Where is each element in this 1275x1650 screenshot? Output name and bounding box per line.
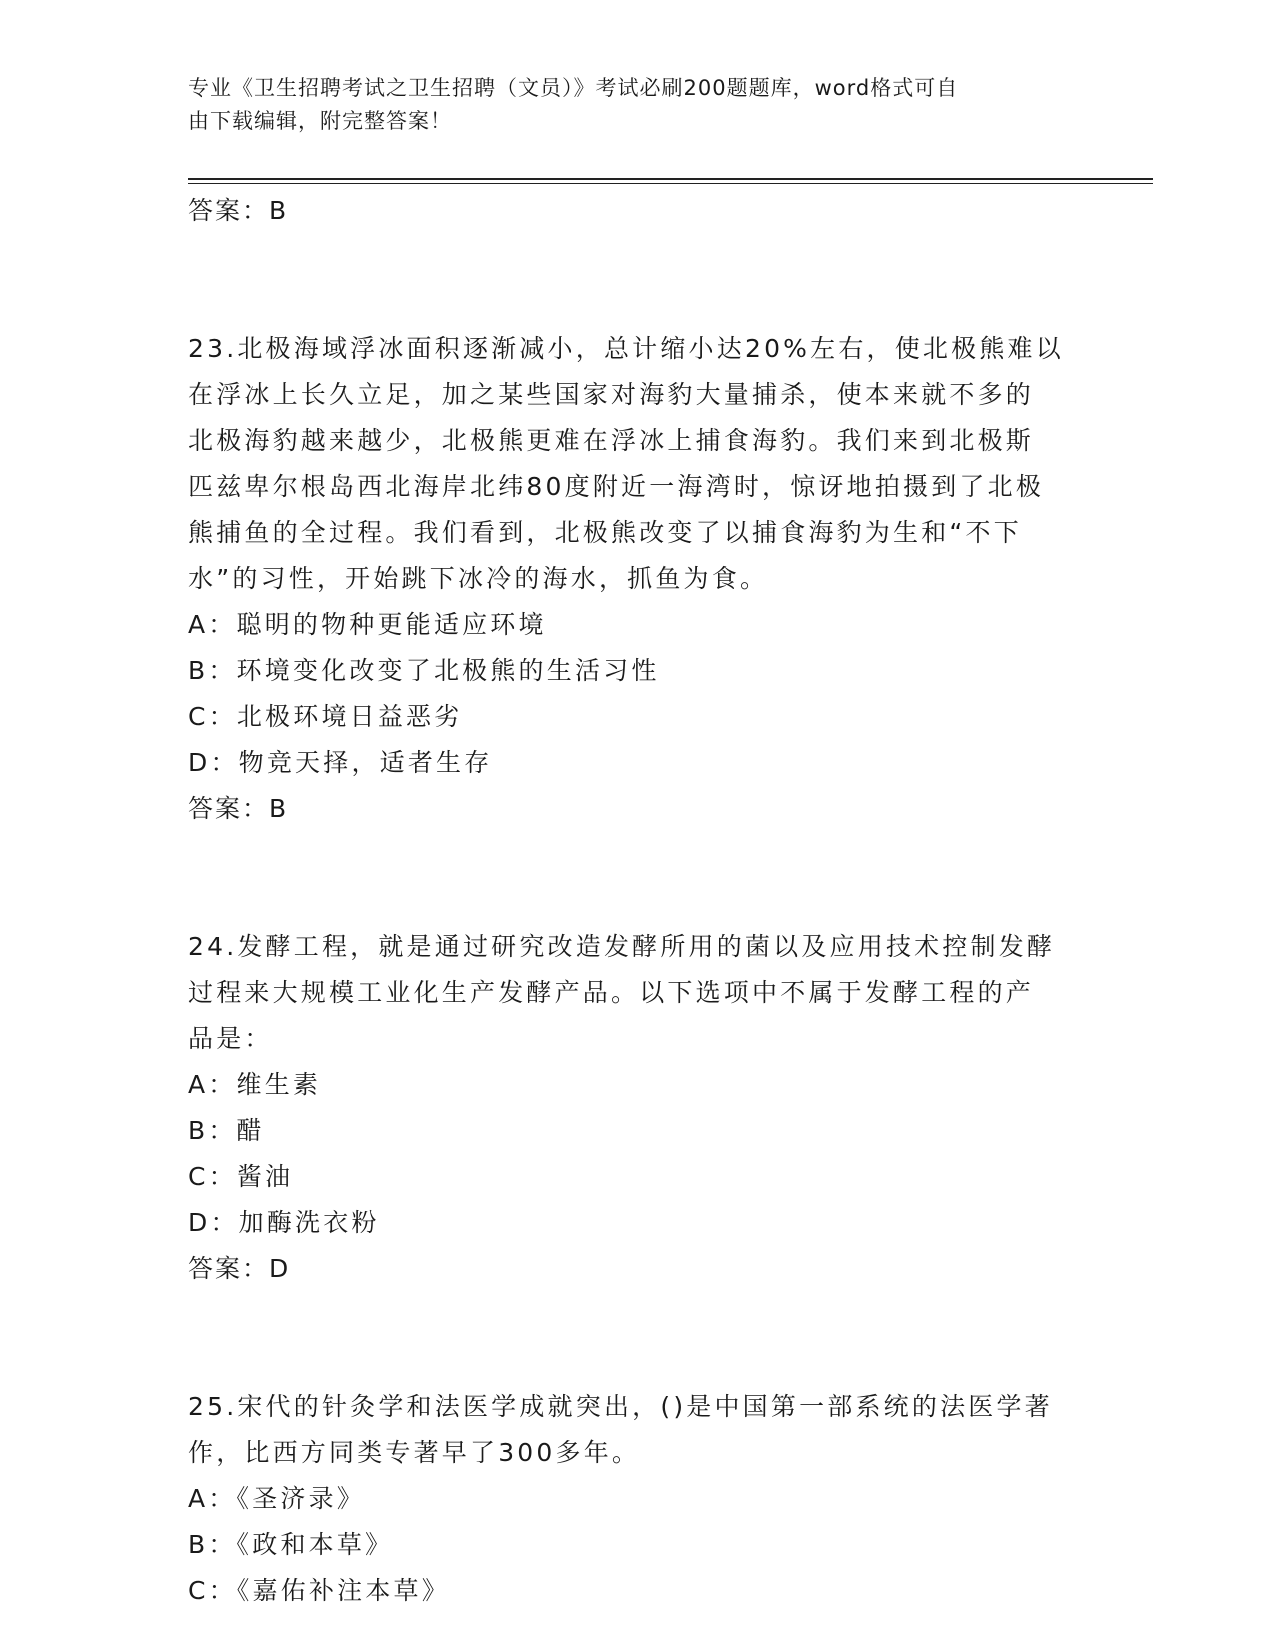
question-stem-line: 熊捕鱼的全过程。我们看到，北极熊改变了以捕食海豹为生和“不下 [188,518,1022,547]
option-d: D：物竞天择，适者生存 [188,748,493,777]
spacer [188,832,1068,924]
spacer [188,1292,1068,1384]
option-a: A：《圣济录》 [188,1484,366,1513]
option-b: B：《政和本草》 [188,1530,394,1559]
question-23 [188,326,1068,832]
question-24 [188,924,1068,1292]
option-c: C：北极环境日益恶劣 [188,702,463,731]
header-divider-thin [188,183,1153,184]
question-stem-line: 25.宋代的针灸学和法医学成就突出，()是中国第一部系统的法医学著 [188,1392,1053,1421]
header-line-2: 由下载编辑，附完整答案！ [188,109,452,133]
spacer [188,234,1068,326]
option-c: C：酱油 [188,1162,294,1191]
option-d: D：加酶洗衣粉 [188,1208,380,1237]
question-stem-line: 24.发酵工程，就是通过研究改造发酵所用的菌以及应用技术控制发酵 [188,932,1056,961]
question-stem-line: 北极海豹越来越少，北极熊更难在浮冰上捕食海豹。我们来到北极斯 [188,426,1035,455]
question-stem-line: 过程来大规模工业化生产发酵产品。以下选项中不属于发酵工程的产 [188,978,1035,1007]
question-stem-line: 在浮冰上长久立足，加之某些国家对海豹大量捕杀，使本来就不多的 [188,380,1035,409]
question-stem-line: 水”的习性，开始跳下冰冷的海水，抓鱼为食。 [188,564,769,593]
option-b: B：醋 [188,1116,265,1145]
header-line-1: 专业《卫生招聘考试之卫生招聘（文员）》考试必刷200题题库，word格式可自 [188,76,959,100]
answer-line: 答案：B [188,794,289,823]
option-a: A：聪明的物种更能适应环境 [188,610,547,639]
answer-line: 答案：D [188,1254,291,1283]
question-stem-line: 匹兹卑尔根岛西北海岸北纬80度附近一海湾时，惊讶地拍摄到了北极 [188,472,1045,501]
header-divider-thick [188,178,1153,180]
previous-answer: 答案：B [188,196,289,225]
option-b: B：环境变化改变了北极熊的生活习性 [188,656,660,685]
document-header [188,72,1068,138]
option-a: A：维生素 [188,1070,322,1099]
question-25 [188,1384,1068,1614]
question-stem-line: 23.北极海域浮冰面积逐渐减小，总计缩小达20%左右，使北极熊难以 [188,334,1064,363]
option-c: C：《嘉佑补注本草》 [188,1576,450,1605]
question-stem-line: 品是： [188,1024,273,1053]
document-body [188,188,1068,1614]
question-stem-line: 作，比西方同类专著早了300多年。 [188,1438,641,1467]
